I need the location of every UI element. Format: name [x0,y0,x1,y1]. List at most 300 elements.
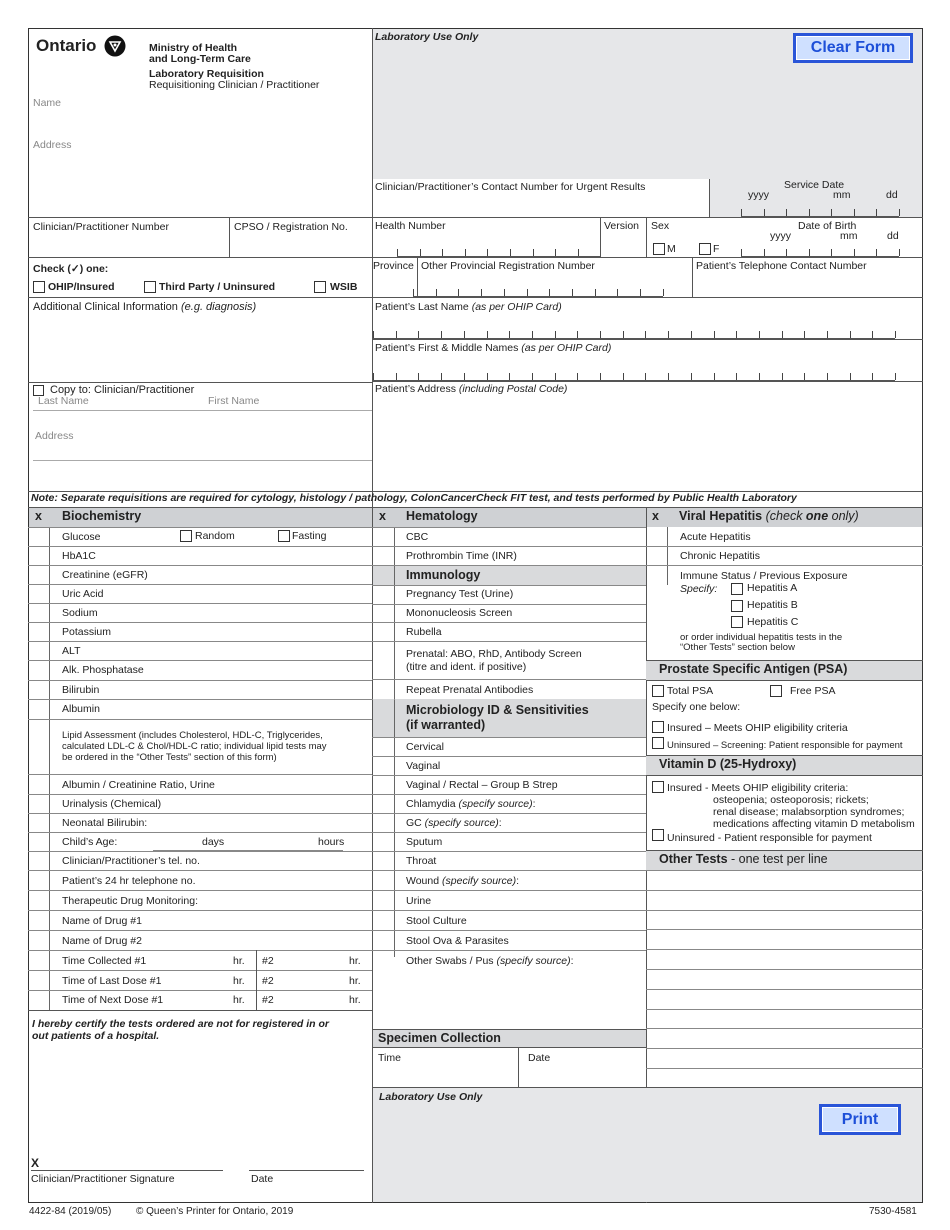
ohip-checkbox[interactable] [33,281,45,293]
mono-row[interactable]: Mononucleosis Screen [406,607,513,619]
dob-dd: dd [887,230,899,242]
rule-line [595,289,596,296]
gc-specify: (specify source) [424,817,499,829]
sputum-row[interactable]: Sputum [406,836,443,848]
glucose-row[interactable]: Glucose [62,531,101,543]
service-dd: dd [886,189,898,201]
rule-line [28,851,372,852]
acute-hep-row[interactable]: Acute Hepatitis [680,531,751,543]
rule-line [28,527,372,528]
rule-line [876,249,877,256]
rule-line [741,249,742,256]
form-number: 4422-84 (2019/05) [29,1206,112,1217]
copy-last-name-field[interactable]: Last Name [38,395,89,407]
rule-line [28,990,372,991]
hep-c-checkbox[interactable] [731,616,743,628]
rule-line [809,209,810,216]
rule-line [373,373,374,380]
rule-line [413,289,414,296]
service-date-label: Service Date [784,179,845,191]
vitd-title: Vitamin D (25-Hydroxy) [659,757,797,771]
hr-2a: hr. [233,975,245,987]
throat-row[interactable]: Throat [406,855,437,867]
drug1-field[interactable]: Name of Drug #1 [62,915,142,927]
version-label: Version [604,220,640,232]
vitd-insured-line3: renal disease; malabsorption syndromes; [713,806,905,818]
hematology-header [373,507,646,527]
rule-line [646,949,923,950]
rule-line [872,331,873,338]
rule-line [645,331,646,338]
hours-label: hours [318,836,345,848]
rule-line [464,331,465,338]
hematology-title: Hematology [406,509,478,523]
other-swabs-colon: : [570,955,574,967]
dob-label: Date of Birth [798,220,857,232]
patient-last-name-note: (as per OHIP Card) [471,301,562,313]
rule-line [153,850,343,851]
patient-first-name-field[interactable] [375,342,611,354]
rule-line [418,331,419,338]
last-dose-field[interactable]: Time of Last Dose #1 [62,975,162,987]
rule-line [28,930,372,931]
random-checkbox[interactable] [180,530,192,542]
rule-line [646,1009,923,1010]
biochem-header [29,507,372,527]
viral-header [646,507,922,527]
vitd-insured-line2: osteopenia; osteoporosis; rickets; [713,794,869,806]
gc-colon: : [498,817,502,829]
viral-note-pre: (check [765,509,806,523]
rule-line [714,373,715,380]
rule-line [28,870,372,871]
psa-insured-checkbox[interactable] [652,721,664,733]
lab-use-top-label: Laboratory Use Only [375,31,479,43]
tdm-row[interactable]: Therapeutic Drug Monitoring: [62,895,198,907]
province-label: Province [373,260,414,272]
immune-status-row[interactable]: Immune Status / Previous Exposure [680,570,848,582]
sex-label: Sex [651,220,670,232]
rule-line [372,851,646,852]
total-psa-label: Total PSA [667,685,714,697]
creatinine-row[interactable]: Creatinine (eGFR) [62,569,148,581]
patient-first-name-note: (as per OHIP Card) [521,342,612,354]
rule-line [28,794,372,795]
free-psa-checkbox[interactable] [770,685,782,697]
viral-note-one: one [805,509,829,523]
cervical-row[interactable]: Cervical [406,741,444,753]
rule-line [668,373,669,380]
rule-line [782,331,783,338]
micro-title-line2: (if warranted) [406,718,486,732]
potassium-row[interactable]: Potassium [62,626,112,638]
rule-line [827,331,828,338]
specimen-header [373,1029,646,1047]
rule-line [372,585,646,586]
rule-line [28,832,372,833]
hep-order-line2: “Other Tests” section below [680,642,795,653]
biochem-x: x [35,509,42,523]
rule-line [418,373,419,380]
rule-line [465,249,466,256]
rule-line [372,930,646,931]
rule-line [600,373,601,380]
rule-line [28,565,372,566]
psa-insured-label: Insured – Meets OHIP eligibility criteria [667,722,848,734]
copyright: © Queen’s Printer for Ontario, 2019 [136,1206,294,1217]
rule-line [28,699,372,700]
other-swabs-label: Other Swabs / Pus [406,955,494,967]
rule-line [436,289,437,296]
gc-label: GC [406,817,422,829]
rule-line [28,584,372,585]
rule-line [854,209,855,216]
specify-label: Specify: [680,583,718,595]
rule-line [646,1028,923,1029]
patient-address-field[interactable] [375,383,567,395]
rule-line [876,209,877,216]
rule-line [441,331,442,338]
cpso-field[interactable]: CPSO / Registration No. [234,221,348,233]
chlamydia-colon: : [532,798,536,810]
albumin-row[interactable]: Albumin [62,703,100,715]
rule-line [623,331,624,338]
lipid-row-line1[interactable]: Lipid Assessment (includes Cholesterol, HDL-C, Triglycerides, [62,730,323,741]
viral-title: Viral Hepatitis [679,509,763,523]
wsib-checkbox[interactable] [314,281,326,293]
rule-line [646,969,923,970]
chronic-hep-row[interactable]: Chronic Hepatitis [680,550,760,562]
alt-row[interactable]: ALT [62,645,81,657]
lipid-row-line2: calculated LDL-C & Chol/HDL-C ratio; individual lipid tests may [62,741,327,752]
ontario-logo [36,36,96,56]
rule-line [28,546,372,547]
alk-phosphatase-row[interactable]: Alk. Phosphatase [62,664,144,676]
rule-line [504,289,505,296]
prothrombin-row[interactable]: Prothrombin Time (INR) [406,550,517,562]
rule-line [373,331,374,338]
free-psa-label: Free PSA [790,685,836,697]
rule-line [577,373,578,380]
rule-line [899,249,900,256]
wound-label: Wound [406,875,440,887]
rule-line [28,603,372,604]
rule-line [28,910,372,911]
rule-line [420,249,421,256]
rule-line [804,373,805,380]
rule-line [397,249,398,256]
lab-use-bottom-label: Laboratory Use Only [379,1091,483,1103]
rule-line [372,794,646,795]
form-code: 7530-4581 [869,1206,917,1217]
biochem-title: Biochemistry [62,509,142,523]
n2-3: #2 [262,994,274,1006]
group-b-strep-row[interactable]: Vaginal / Rectal – Group B Strep [406,779,558,791]
rule-line [372,622,646,623]
wsib-label: WSIB [330,281,358,293]
hep-a-checkbox[interactable] [731,583,743,595]
viral-note-post: only) [828,509,859,523]
rule-line [646,910,923,911]
rule-line [646,1048,923,1049]
rule-line [850,331,851,338]
albumin-creatinine-row[interactable]: Albumin / Creatinine Ratio, Urine [62,779,215,791]
rule-line [28,970,372,971]
uric-acid-row[interactable]: Uric Acid [62,588,104,600]
psa-uninsured-checkbox[interactable] [652,737,664,749]
prenatal-row-line1[interactable]: Prenatal: ABO, RhD, Antibody Screen [406,648,582,660]
wound-specify: (specify source) [442,875,517,887]
rubella-row[interactable]: Rubella [406,626,442,638]
patient-address-label: Patient’s Address [375,383,456,395]
rule-line [736,373,737,380]
other-tests-header [646,850,922,870]
pregnancy-row[interactable]: Pregnancy Test (Urine) [406,588,514,600]
ministry-line2: and Long-Term Care [149,53,251,65]
rule-line [28,641,372,642]
micro-header [395,699,646,737]
rule-line [372,546,646,547]
rule-line [850,373,851,380]
hep-b-label: Hepatitis B [747,599,798,611]
repeat-prenatal-row[interactable]: Repeat Prenatal Antibodies [406,684,534,696]
rule-line [372,870,646,871]
sex-f-checkbox[interactable] [699,243,711,255]
rule-line [831,249,832,256]
form-title: Laboratory Requisition [149,68,264,80]
specimen-time-field[interactable]: Time [378,1052,401,1064]
rule-line [28,660,372,661]
psa-header [646,660,922,680]
rule-line [372,679,646,680]
rule-line [555,249,556,256]
specimen-date-field[interactable]: Date [528,1052,551,1064]
psa-specify-label: Specify one below: [652,701,741,713]
rule-line [555,331,556,338]
cbc-row[interactable]: CBC [406,531,429,543]
days-label: days [202,836,225,848]
gc-row[interactable] [406,817,502,829]
hr-2b: hr. [349,975,361,987]
certify-line1: I hereby certify the tests ordered are not for registered in or [32,1018,329,1030]
patient-last-name-field[interactable] [375,301,562,313]
rule-line [533,249,534,256]
rule-line [640,289,641,296]
viral-x: x [652,509,659,523]
clinician-tel-field[interactable]: Clinician/Practitioner’s tel. no. [62,855,200,867]
other-tests-note: - one test per line [727,852,828,866]
requisition-note: Note: Separate requisitions are required for cytology, histology / pathology, ColonCancerCheck FIT test, and tests performed by Public Health Laboratory [31,492,797,504]
rule-line [714,331,715,338]
total-psa-checkbox[interactable] [652,685,664,697]
patient-24hr-tel-field[interactable]: Patient’s 24 hr telephone no. [62,875,196,887]
health-number-label: Health Number [375,220,446,232]
rule-line [549,289,550,296]
rule-line [577,331,578,338]
signature-date-field[interactable]: Date [251,1173,274,1185]
rule-line [372,641,646,642]
bilirubin-row[interactable]: Bilirubin [62,684,100,696]
rule-line [854,249,855,256]
other-prov-label: Other Provincial Registration Number [421,260,595,272]
clinician-address-field[interactable]: Address [33,139,72,151]
rule-line [372,527,646,528]
rule-line [831,209,832,216]
rule-line [872,373,873,380]
patient-first-name-label: Patient’s First & Middle Names [375,342,519,354]
clinical-info-field[interactable] [33,301,256,313]
rule-line [28,719,372,720]
sex-m-checkbox[interactable] [653,243,665,255]
rule-line [372,910,646,911]
hep-b-checkbox[interactable] [731,600,743,612]
ohip-label: OHIP/Insured [48,281,115,293]
vitd-header [646,755,922,775]
rule-line [509,373,510,380]
rule-line [578,249,579,256]
vitd-insured-line1: Insured - Meets OHIP eligibility criteria: [667,782,849,794]
vitd-insured-checkbox[interactable] [652,781,664,793]
signature-field[interactable]: Clinician/Practitioner Signature [31,1173,175,1185]
chlamydia-row[interactable] [406,798,536,810]
rule-line [532,331,533,338]
check-one-label: Check (✓) one: [33,263,109,275]
rule-line [804,331,805,338]
print-button[interactable]: Print [820,1105,900,1134]
rule-line [509,331,510,338]
time-collected-field[interactable]: Time Collected #1 [62,955,147,967]
vitd-insured-line4: medications affecting vitamin D metabolism [713,818,915,830]
hr-1b: hr. [349,955,361,967]
urinalysis-row[interactable]: Urinalysis (Chemical) [62,798,162,810]
signature-x: X [31,1156,40,1170]
rule-line [28,950,372,951]
hba1c-row[interactable]: HbA1C [62,550,96,562]
trillium-icon [104,35,126,57]
rule-line [809,249,810,256]
rule-line [645,373,646,380]
childs-age-label: Child’s Age: [62,836,118,848]
rule-line [764,209,765,216]
sex-m-label: M [667,243,676,255]
rule-line [372,890,646,891]
urgent-contact-field[interactable]: Clinician/Practitioner’s Contact Number for Urgent Results [375,181,646,193]
rule-line [372,737,646,738]
rule-line [617,289,618,296]
third-party-checkbox[interactable] [144,281,156,293]
rule-line [28,890,372,891]
form-subtitle: Requisitioning Clinician / Practitioner [149,79,320,91]
sodium-row[interactable]: Sodium [62,607,98,619]
rule-line [28,622,372,623]
rule-line [736,331,737,338]
rule-line [623,373,624,380]
rule-line [481,289,482,296]
rule-line [827,373,828,380]
rule-line [372,813,646,814]
clear-form-button[interactable]: Clear Form [794,34,912,62]
next-dose-field[interactable]: Time of Next Dose #1 [62,994,164,1006]
rule-line [572,289,573,296]
psa-uninsured-label: Uninsured – Screening: Patient responsible for payment [667,740,903,751]
rule-line [28,774,372,775]
service-mm: mm [833,189,851,201]
vaginal-row[interactable]: Vaginal [406,760,441,772]
rule-line [600,331,601,338]
rule-line [396,373,397,380]
stool-culture-row[interactable]: Stool Culture [406,915,467,927]
other-tests-title-group [659,852,828,866]
other-tests-title: Other Tests [659,852,728,866]
drug2-field[interactable]: Name of Drug #2 [62,935,142,947]
copy-to-label: Copy to: Clinician/Practitioner [50,384,195,396]
stool-ova-row[interactable]: Stool Ova & Parasites [406,935,509,947]
rule-line [646,870,923,871]
neonatal-bilirubin-row[interactable]: Neonatal Bilirubin: [62,817,148,829]
fasting-label: Fasting [292,530,327,542]
wound-row[interactable] [406,875,519,887]
rule-line [458,289,459,296]
rule-line [372,832,646,833]
rule-line [372,756,646,757]
rule-line [764,249,765,256]
hr-1a: hr. [233,955,245,967]
rule-line [396,331,397,338]
clinical-info-label: Additional Clinical Information [33,301,178,313]
clinical-info-note: (e.g. diagnosis) [180,301,257,313]
copy-first-name-field[interactable]: First Name [208,395,260,407]
hematology-x: x [379,509,386,523]
chlamydia-specify: (specify source) [458,798,533,810]
patient-phone-field[interactable]: Patient’s Telephone Contact Number [696,260,867,272]
urine-row[interactable]: Urine [406,895,432,907]
rule-line [372,604,646,605]
rule-line [532,373,533,380]
copy-address-field[interactable]: Address [35,430,74,442]
rule-line [895,331,896,338]
hr-3b: hr. [349,994,361,1006]
other-swabs-specify: (specify source) [496,955,571,967]
rule-line [372,775,646,776]
rule-line [895,373,896,380]
certify-line2: out patients of a hospital. [32,1030,160,1042]
chlamydia-label: Chlamydia [406,798,456,810]
n2-1: #2 [262,955,274,967]
hep-a-label: Hepatitis A [747,582,798,594]
psa-title: Prostate Specific Antigen (PSA) [659,662,848,676]
rule-line [555,373,556,380]
other-swabs-row[interactable] [406,955,574,967]
rule-line [668,331,669,338]
rule-line [464,373,465,380]
fasting-checkbox[interactable] [278,530,290,542]
ministry-line1: Ministry of Health [149,42,238,54]
third-party-label: Third Party / Uninsured [159,281,276,293]
rule-line [372,950,646,951]
rule-line [487,373,488,380]
rule-line [741,209,742,216]
rule-line [786,209,787,216]
patient-last-name-label: Patient’s Last Name [375,301,469,313]
hep-c-label: Hepatitis C [747,616,799,628]
clinician-name-field[interactable]: Name [33,97,62,109]
rule-line [510,249,511,256]
rule-line [646,890,923,891]
dob-mm: mm [840,230,858,242]
immunology-header [395,566,646,585]
vitd-uninsured-checkbox[interactable] [652,829,664,841]
clinician-number-field[interactable]: Clinician/Practitioner Number [33,221,169,233]
